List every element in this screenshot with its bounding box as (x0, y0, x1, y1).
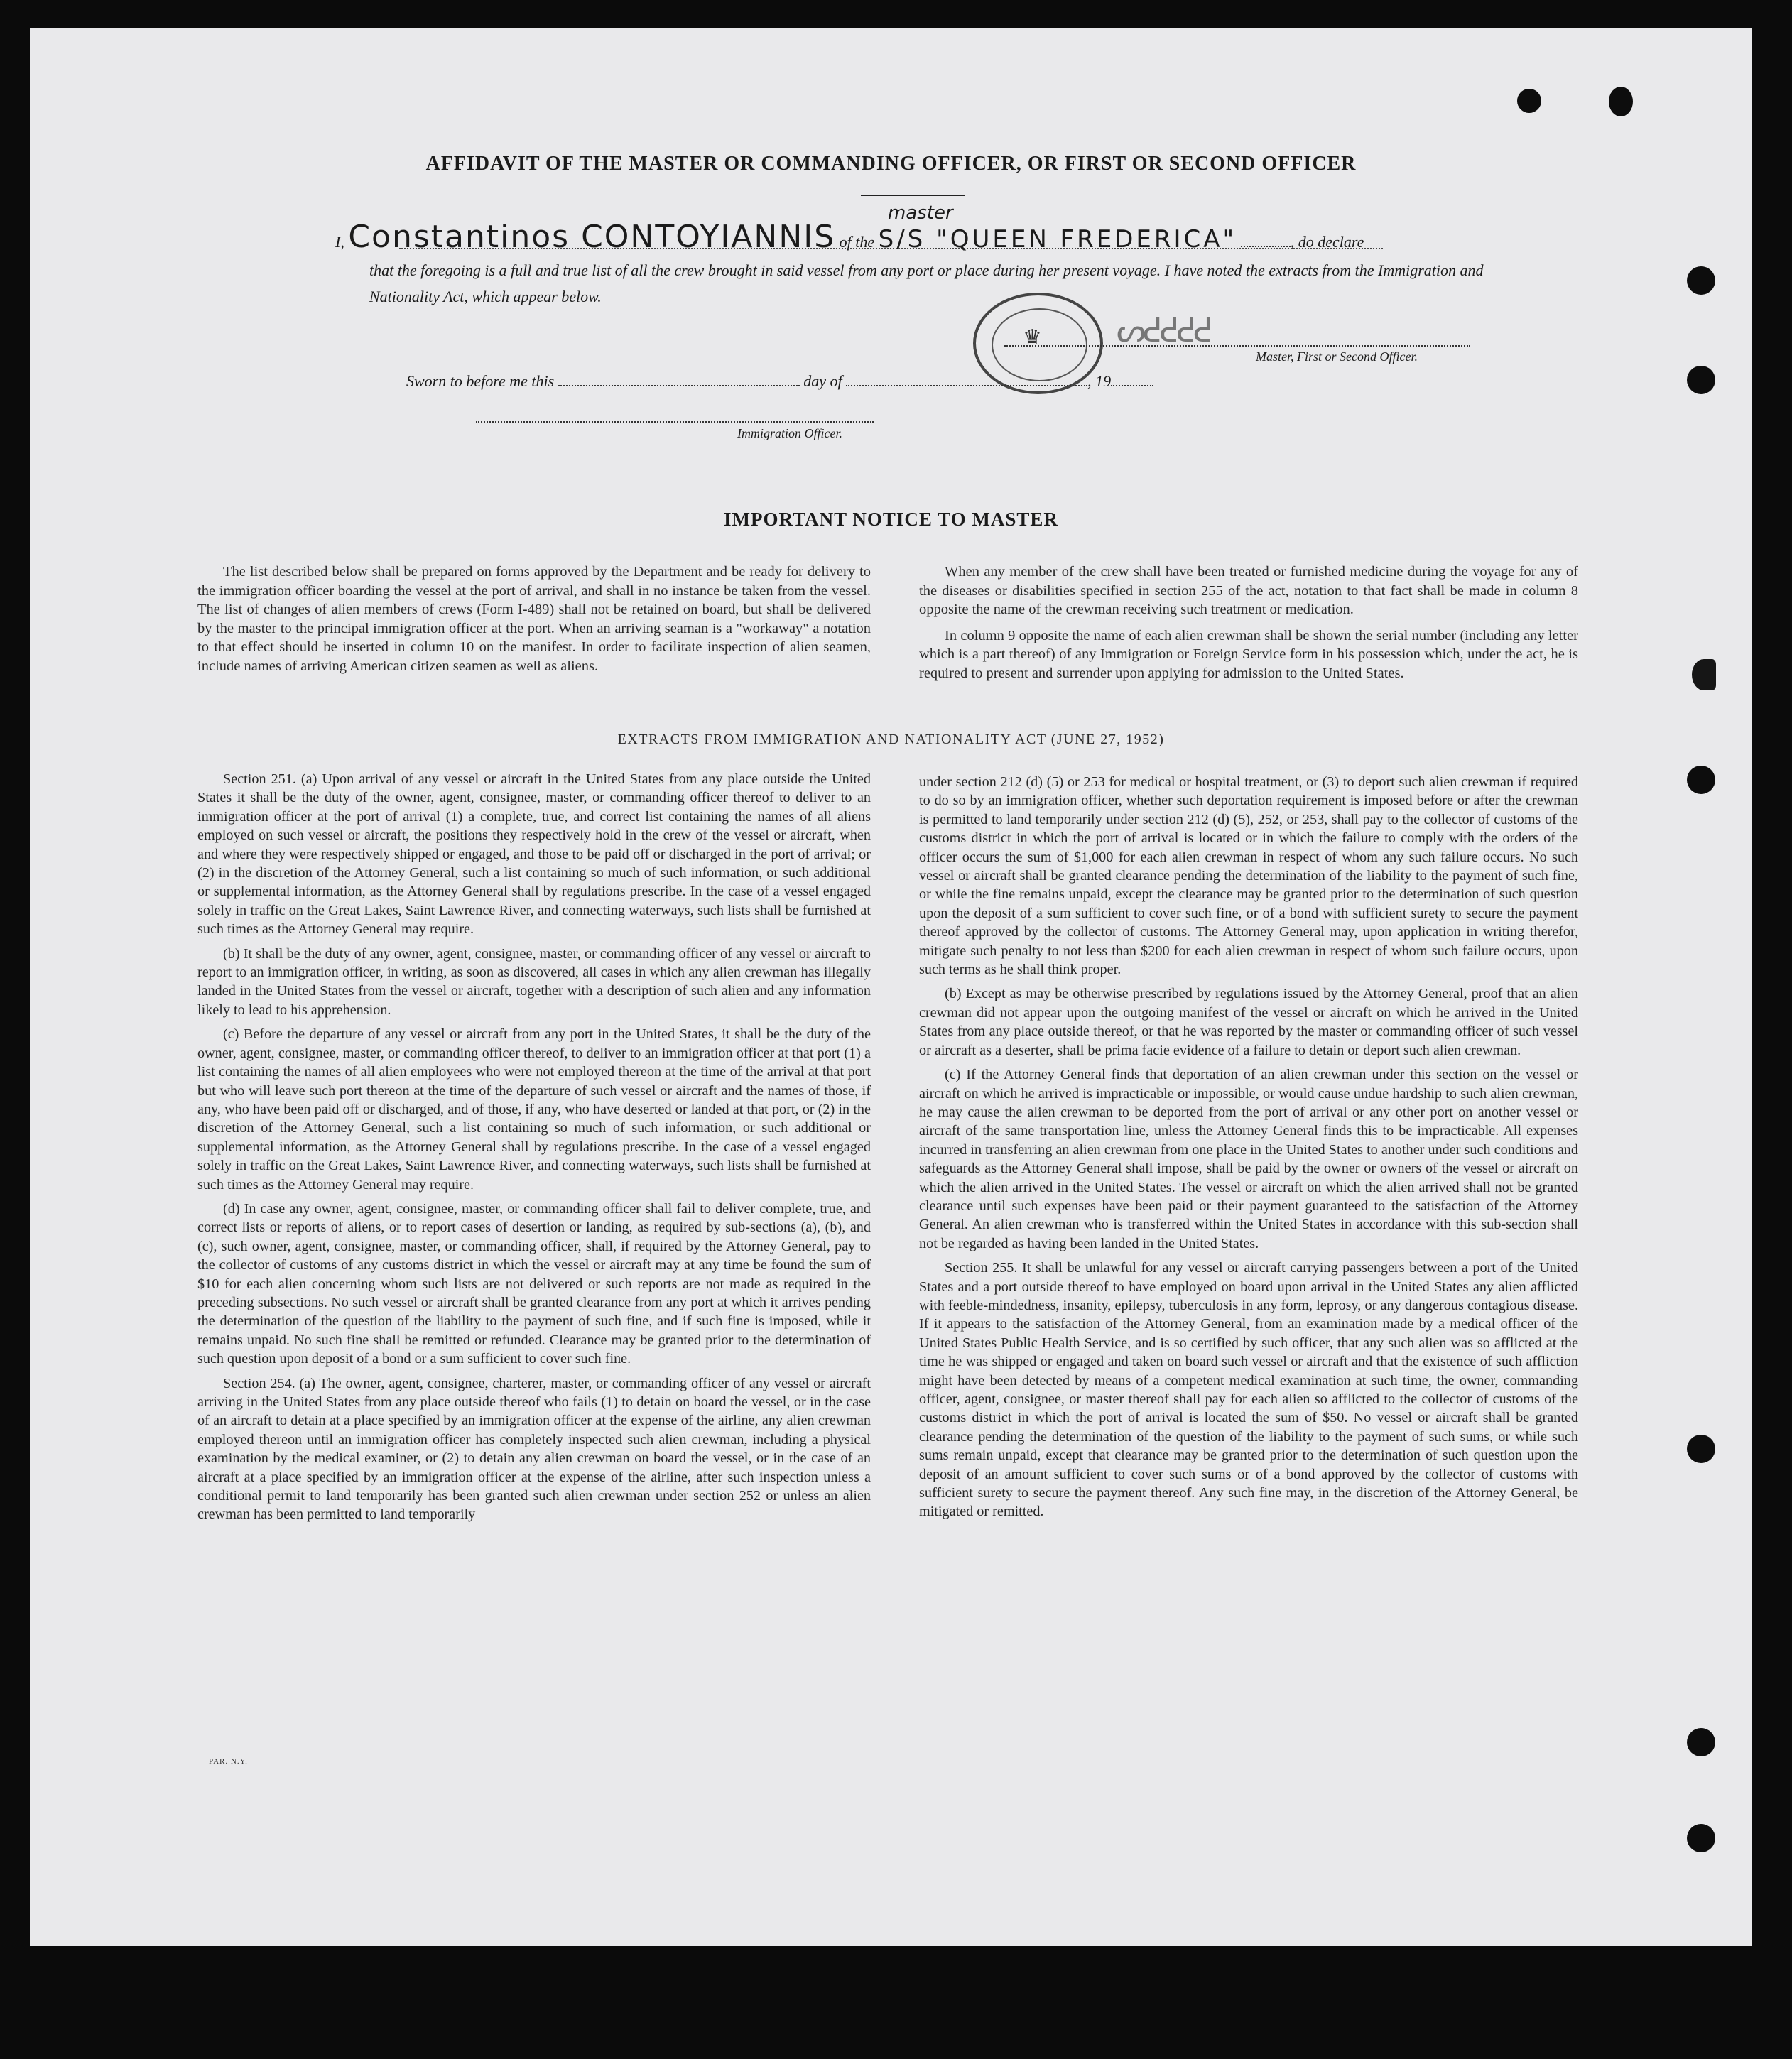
fill-dots (1241, 246, 1291, 247)
notice-paragraph: When any member of the crew shall have been treated or furnished medicine during the voyage for any of the diseases or disabilities specified in section 255 of the act, notation to that fact shall be made in column 8 opposite the name of the crewman receiving such treatment or medication. (919, 564, 1578, 617)
punch-hole-icon (1609, 87, 1633, 116)
act-paragraph: Section 255. It shall be unlawful for any vessel or aircraft carrying passengers between a port of the United States and a port outside thereof to have employed on board upon arrival in the United States any alien afflicted with feeble-mindedness, insanity, epilepsy, tuberculosis in any form, leprosy, or any dangerous contagious disease. If it appears to the satisfaction of the Attorney General, from an examination made by a medical officer of the United States Public Health Service, and is so certified by such officer, that any such alien was so afflicted at the time he was shipped or engaged and taken on board such vessel or aircraft and that the existence of such affliction might have been detected by means of a competent medical examination at such time, the owner, commanding officer, agent, consignee, or master thereof shall pay for each alien so afflicted to the collector of customs of the customs district in which the port of arrival is located the sum of $50. No vessel or aircraft shall be granted clearance pending the determination of the question of the liability to the payment of such sums, or while such sums remain unpaid, except that clearance may be granted prior to the determination of such question upon the deposit of an amount sufficient to cover such sums or of a bond approved by the collector of customs with sufficient surety to secure the payment thereof. Any such fine may, in the discretion of the Attorney General, be mitigated or remitted. (919, 1260, 1578, 1520)
year-prefix: , 19 (1087, 372, 1112, 390)
do-declare-text: , do declare (1290, 233, 1364, 251)
punch-hole-icon (1692, 659, 1716, 690)
signature-label: Master, First or Second Officer. (1256, 349, 1418, 364)
signature: ᔕᕍᕍᕍᕍ (1117, 311, 1210, 349)
immigration-officer-line (476, 421, 874, 423)
act-paragraph: (c) Before the departure of any vessel or aircraft from any port in the United States, it shall be the duty of the owner, agent, consignee, master, or commanding officer thereof, to deliver to an immigration officer at that port (1) a list containing the names of all alien employees who were not employed thereon at the time of the arrival at that port but who will leave such port thereon at the time of the departure of such vessel or aircraft and the names of those, if any, who have been paid off or discharged, and of those, if any, who have deserted or landed at that port, or (2) in the discretion of the Attorney General, such a list containing so much of such information, or such additional or supplemental information, as the Attorney General shall by regulations prescribe. In the case of a vessel engaged solely in traffic on the Great Lakes, Saint Lawrence River, and connecting waterways, such lists shall be furnished at such times as the Attorney General may require. (197, 1026, 871, 1193)
of-the-text: of the (839, 233, 875, 251)
notice-paragraph: In column 9 opposite the name of each alien crewman shall be shown the serial number (including any letter which is a part thereof) of any Immigration or Foreign Service form in his possession which, under the act, he is required to present and surrender upon applying for admission to the United States. (919, 627, 1578, 681)
punch-hole-icon (1687, 1728, 1715, 1756)
notice-left-column (197, 563, 871, 675)
signature-line (1004, 345, 1470, 347)
year-blank (1111, 372, 1153, 386)
day-of-text: day of (803, 372, 842, 390)
extracts-left-column (197, 770, 871, 1524)
act-paragraph: under section 212 (d) (5) or 253 for medical or hospital treatment, or (3) to deport such alien crewman if required to do so by an immigration officer, whether such deportation requirement is imposed before or after the crewman is permitted to land temporarily under section 212 (d) (5), 252, or 253, shall pay to the collector of customs of the customs district in which the port of arrival is located or in which the failure to comply with the orders of the officer occurs the sum of $1,000 for each alien crewman in respect of whom any such failure occurs. No such vessel or aircraft shall be granted clearance pending the determination of the liability to the payment of such fine, or while the fine remains unpaid, except the clearance may be granted prior to the determination of such question upon the deposit of a sum sufficient to cover such fine, or of a bond with sufficient surety to secure the payment thereof approved by the collector of customs. The Attorney General may, upon application in writing therefor, mitigate such penalty to not less than $200 for each alien crewman in respect of whom such failure occurs, upon such terms as he shall think proper. (919, 774, 1578, 978)
month-blank (846, 372, 1087, 386)
crown-icon: ♛ (1023, 325, 1042, 350)
affidavit-title: AFFIDAVIT OF THE MASTER OR COMMANDING OFFICER, OR FIRST OR SECOND OFFICER (425, 153, 1357, 175)
act-paragraph: Section 251. (a) Upon arrival of any vessel or aircraft in the United States from any place outside the United States it shall be the duty of the owner, agent, consignee, master, or commanding officer thereof to deliver to an immigration officer at the port of arrival (1) a complete, true, and correct list containing the names of all aliens employed on such vessel or aircraft, the positions they respectively hold in the crew of the vessel or aircraft, when and where they were respectively shipped or engaged, and those to be paid off or discharged in the port of arrival; or (2) in the discretion of the Attorney General, such a list containing so much of such information, or such additional or supplemental information, as the Attorney General shall by regulations prescribe. In the case of a vessel engaged solely in traffic on the Great Lakes, Saint Lawrence River, and connecting waterways, such lists shall be furnished at such times as the Attorney General may require. (197, 771, 871, 938)
punch-hole-icon (1687, 1435, 1715, 1463)
extracts-right-column (919, 773, 1578, 1521)
immigration-officer-label: Immigration Officer. (737, 426, 842, 440)
day-blank (558, 372, 800, 386)
act-paragraph: (d) In case any owner, agent, consignee, master, or commanding officer shall fail to deliver complete, true, and correct lists or reports of aliens, or to report cases of desertion or landing, as required by sub-sections (a), (b), and (c), such owner, agent, consignee, master, or commanding officer, shall, if required by the Attorney General, pay to the collector of customs of any customs district in which the vessel or aircraft may at any time be found the sum of $10 for each alien concerning whom such lists are not delivered or such reports are not made as required in the preceding subsections. No such vessel or aircraft shall be granted clearance from any port at which it arrives pending the determination of the question of the liability to the payment of such fine, and if such fine is imposed, while it remains unpaid. No such fine shall be remitted or refunded. Clearance may be granted prior to the determination of such question upon deposit of a bond or a sum sufficient to cover such fine. (197, 1200, 871, 1367)
rank-handwritten: master (888, 202, 953, 224)
printer-mark: PAR. N.Y. (209, 1757, 248, 1766)
sworn-line (406, 372, 1223, 391)
punch-hole-icon (1687, 766, 1715, 794)
act-paragraph: (b) Except as may be otherwise prescribed by regulations issued by the Attorney General, proof that an alien crewman did not appear upon the outgoing manifest of the vessel or aircraft on which he arrived in the United States from any place outside thereof, or that he was reported by the master or commanding officer of such vessel or aircraft as a deserter, shall be prima facie evidence of a failure to detain or deport such alien crewman. (919, 986, 1578, 1058)
declaration-underline (399, 248, 1383, 249)
act-paragraph: (c) If the Attorney General finds that deportation of an alien crewman under this section on the vessel or aircraft on which he arrived is impracticable or impossible, or would cause undue hardship to such alien crewman, he may cause the alien crewman to be deported from the port of arrival or any other port on another vessel or aircraft of the same transportation line, unless the Attorney General finds this to be impracticable. All expenses incurred in transferring an alien crewman from one place in the United States to another under such conditions and safeguards as the Attorney General shall impose, shall be paid by the owner or owners of the vessel or aircraft on which the alien arrived in the United States. The vessel or aircraft on which the alien arrived shall not be granted clearance until such expenses have been paid or their payment guaranteed to the satisfaction of the Attorney General. An alien crewman who is transferred within the United States in accordance with this sub-section shall not be regarded as having been landed in the United States. (919, 1067, 1578, 1251)
document-page (30, 28, 1752, 1946)
notice-title: IMPORTANT NOTICE TO MASTER (724, 509, 1058, 530)
act-paragraph: (b) It shall be the duty of any owner, agent, consignee, master, or commanding officer of any vessel or aircraft to report to an immigration officer, in writing, as soon as discovered, all cases in which any alien crewman has illegally landed in the United States from the vessel or aircraft, together with a description of such alien and any information likely to lead to his apprehension. (197, 945, 871, 1018)
i-prefix: I, (335, 233, 344, 251)
punch-hole-icon (1687, 266, 1715, 295)
act-paragraph: Section 254. (a) The owner, agent, consignee, charterer, master, or commanding officer of any vessel or aircraft arriving in the United States from any place outside thereof who fails (1) to detain on board the vessel, or in the case of an aircraft to detain at a place specified by an immigration officer at the expense of the airline, any alien crewman employed thereon until an immigration officer has completely inspected such alien crewman, including a physical examination by the medical examiner, or (2) to detain any alien crewman on board the vessel, or in the case of an aircraft at a place specified by an immigration officer at the expense of the airline, after such inspection unless a conditional permit to land temporarily has been granted such alien crewman under section 252 or unless an alien crewman has been permitted to land temporarily (197, 1375, 871, 1523)
vessel-name: S/S "QUEEN FREDERICA" (878, 225, 1237, 254)
sworn-prefix: Sworn to before me this (406, 372, 555, 390)
extracts-title: EXTRACTS FROM IMMIGRATION AND NATIONALITY ACT (JUNE 27, 1952) (617, 732, 1165, 747)
rank-overline (861, 195, 965, 196)
punch-hole-icon (1687, 366, 1715, 394)
punch-hole-icon (1517, 89, 1541, 113)
declaration-text: that the foregoing is a full and true list of all the crew brought in said vessel from any port or place during her present voyage. I have noted the extracts from the Immigration and Nationality Act, which appear below. (369, 261, 1484, 305)
notice-right-column (919, 563, 1578, 683)
punch-hole-icon (1687, 1824, 1715, 1852)
notice-paragraph: The list described below shall be prepared on forms approved by the Department and be ready for delivery to the immigration officer boarding the vessel at the port of arrival, and shall in no instance be taken from the vessel. The list of changes of alien members of crews (Form I-489) shall not be retained on board, but shall be delivered by the master to the principal immigration officer at the port. When an arriving seaman is a "workaway" a notation to that effect should be inserted in column 10 on the manifest. In order to facilitate inspection of alien seamen, include names of arriving American citizen seamen as well as aliens. (197, 564, 871, 674)
master-name: Constantinos CONTOYIANNIS (348, 219, 836, 255)
